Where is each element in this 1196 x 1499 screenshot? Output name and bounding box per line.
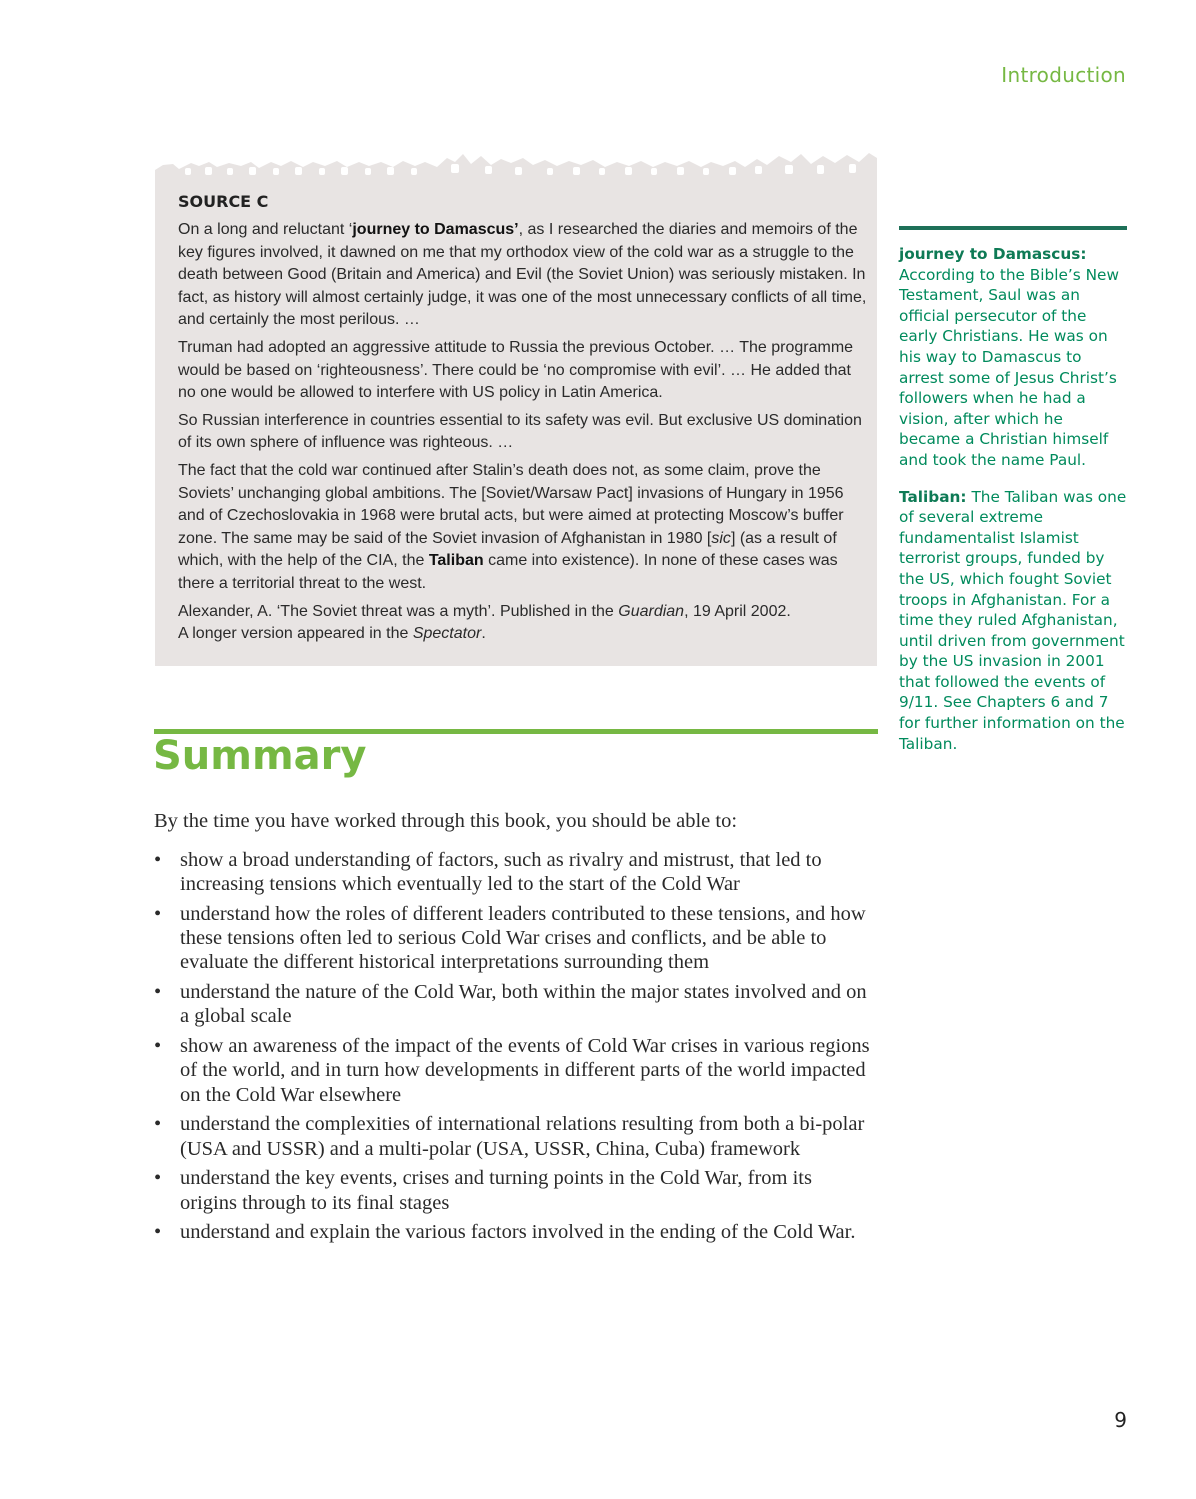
list-item: • understand how the roles of different leaders contributed to these tensions, and how these tensions often led to serious Cold War crises and conflicts, and be able to evaluate the different historical interpretations surrounding them (154, 902, 874, 975)
page-number: 9 (1114, 1408, 1127, 1432)
source-paragraph: On a long and reluctant ‘journey to Damascus’, as I researched the diaries and memoirs of the key figures involved, it dawned on me that my orthodox view of the cold war as a struggle to the death between Good (Britain and America) and Evil (the Soviet Union) was seriously mistaken. In fact, as history will almost certainly judge, it was one of the most unnecessary conflicts of all time, and certainly the most perilous. … (178, 221, 867, 329)
summary-heading: Summary (153, 733, 367, 779)
glossary-sidebar (899, 226, 1127, 770)
list-item: • show a broad understanding of factors, such as rivalry and mistrust, that led to increasing tensions which eventually led to the start of the Cold War (154, 848, 874, 896)
glossary-definition: According to the Bible’s New Testament, Saul was an official persecutor of the early Christians. He was on his way to Damascus to arrest some of Jesus Christ’s followers when he had a vision, after which he became a Christian himself and took the name Paul. (899, 265, 1119, 469)
source-heading: SOURCE C (178, 192, 269, 211)
source-box (155, 150, 877, 666)
list-item: • show an awareness of the impact of the events of Cold War crises in various regions of the world, and in turn how developments in different parts of the world impacted on the Cold War elsewhere (154, 1034, 874, 1107)
section-title: Introduction (1001, 63, 1126, 87)
list-item: • understand the key events, crises and turning points in the Cold War, from its origins through to its final stages (154, 1166, 874, 1214)
list-item: • understand and explain the various factors involved in the ending of the Cold War. (154, 1220, 874, 1244)
glossary-term: journey to Damascus: (899, 245, 1087, 263)
summary-intro: By the time you have worked through this book, you should be able to: (154, 810, 738, 832)
source-citation: Alexander, A. ‘The Soviet threat was a myth’. Published in the Guardian, 19 April 2002. A longer version appeared in the Spectator. (178, 602, 791, 643)
summary-list (154, 848, 874, 1250)
source-paragraph: The fact that the cold war continued after Stalin’s death does not, as some claim, prove the Soviets’ unchanging global ambitions. The [Soviet/Warsaw Pact] invasions of Hungary in 1956 and of Czechoslovakia in 1968 were brutal acts, but were aimed at protecting Moscow’s buffer zone. The same may be said of the Soviet invasion of Afghanistan in 1980 [sic] (as a result of which, with the help of the CIA, the Taliban came into existence). In none of these cases was there a territorial threat to the west. (178, 461, 844, 592)
source-text (178, 219, 868, 651)
list-item: • understand the nature of the Cold War, both within the major states involved and on a global scale (154, 980, 874, 1028)
glossary-definition: The Taliban was one of several extreme fundamentalist Islamist terrorist groups, funded by the US, which fought Soviet troops in Afghanistan. For a time they ruled Afghanistan, until driven from government by the US invasion in 2001 that followed the events of 9/11. See Chapters 6 and 7 for further information on the Taliban. (899, 487, 1127, 753)
list-item: • understand the complexities of international relations resulting from both a bi-polar (USA and USSR) and a multi-polar (USA, USSR, China, Cuba) framework (154, 1112, 874, 1160)
glossary-entry (899, 487, 1127, 755)
glossary-entry (899, 244, 1127, 471)
glossary-term: Taliban: (899, 487, 967, 506)
source-paragraph: So Russian interference in countries essential to its safety was evil. But exclusive US domination of its own sphere of influence was righteous. … (178, 411, 862, 452)
source-paragraph: Truman had adopted an aggressive attitude to Russia the previous October. … The programme would be based on ‘righteousness’. There could be ‘no compromise with evil’. … He added that no one would be allowed to interfere with US policy in Latin America. (178, 338, 854, 402)
